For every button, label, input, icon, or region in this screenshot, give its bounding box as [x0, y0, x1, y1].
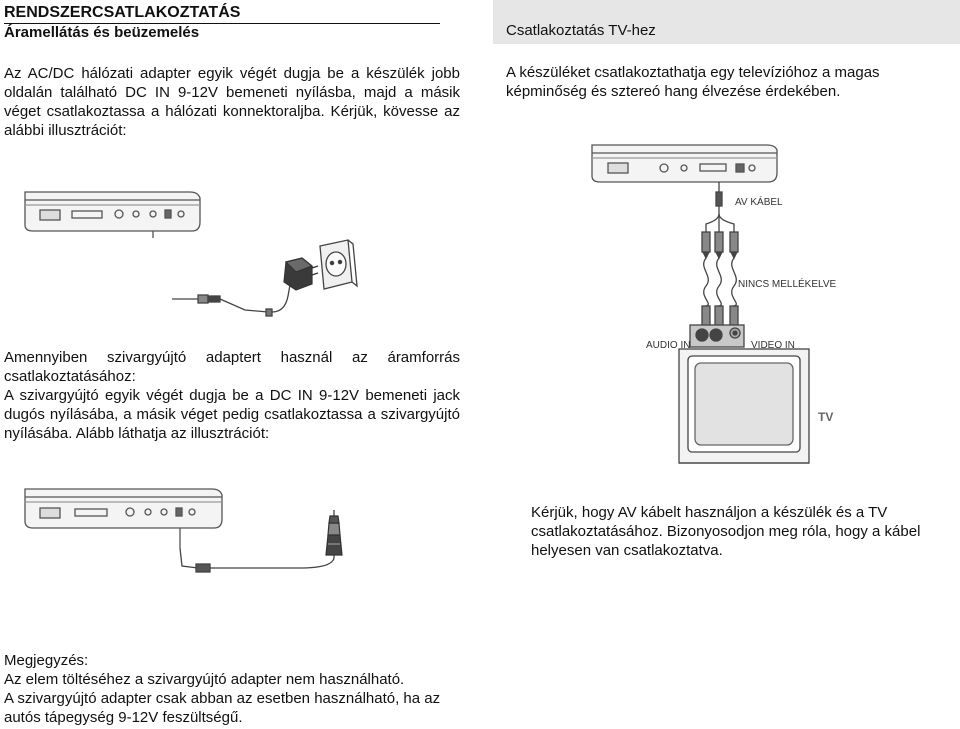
section-subtitle: Áramellátás és beüzemelés [4, 24, 200, 41]
car-adapter-paragraph-a: Amennyiben szivargyújtó adaptert használ az áramforrás csatlakoztatásához: [4, 349, 460, 385]
tv-section-heading-text: Csatlakoztatás TV-hez [506, 22, 656, 39]
note-line-2: A szivargyújtó adapter csak abban az esetben használható, ha az autós tápegység 9-12V feszültségű. [4, 690, 441, 726]
note-heading: Megjegyzés: [4, 652, 89, 669]
car-adapter-paragraph-b: A szivargyújtó egyik végét dugja be a DC IN 9-12V bemeneti jack dugós nyílásába, a másik véget pedig csatlakoztassa a szivargyújtó nyílásába. Alább láthatja az illusztrációt: [4, 387, 460, 442]
dvd-player-side-icon-3 [592, 145, 777, 182]
note-line-1: Az elem töltéséhez a szivargyújtó adapter nem használható. [4, 671, 405, 688]
tv-intro-paragraph: A készüléket csatlakoztathatja egy televízióhoz a magas képminőség és sztereó hang élvezése érdekében. [506, 64, 880, 100]
av-cable-label: AV KÁBEL [735, 197, 783, 208]
av-cable-icon [702, 182, 738, 326]
power-intro-paragraph: Az AC/DC hálózati adapter egyik végét dugja be a készülék jobb oldalán található DC IN 9-12V bemeneti nyílásba, majd a másik véget csatlakoztassa a hálózati konnektoraljba. Kérjük, kövesse az alábbi illusztrációt: [4, 65, 460, 139]
av-cable-instructions: Kérjük, hogy AV kábelt használjon a készülék és a TV csatlakoztatásához. Bizonyosodjon meg róla, hogy a kábel helyesen van csatlakoztatva. [531, 504, 921, 559]
audio-in-label: AUDIO IN [646, 340, 691, 351]
tv-label: TV [818, 410, 834, 424]
section-title: RENDSZERCSATLAKOZTATÁS [4, 3, 440, 24]
not-included-label: NINCS MELLÉKELVE [738, 279, 837, 290]
video-in-label: VIDEO IN [751, 340, 795, 351]
